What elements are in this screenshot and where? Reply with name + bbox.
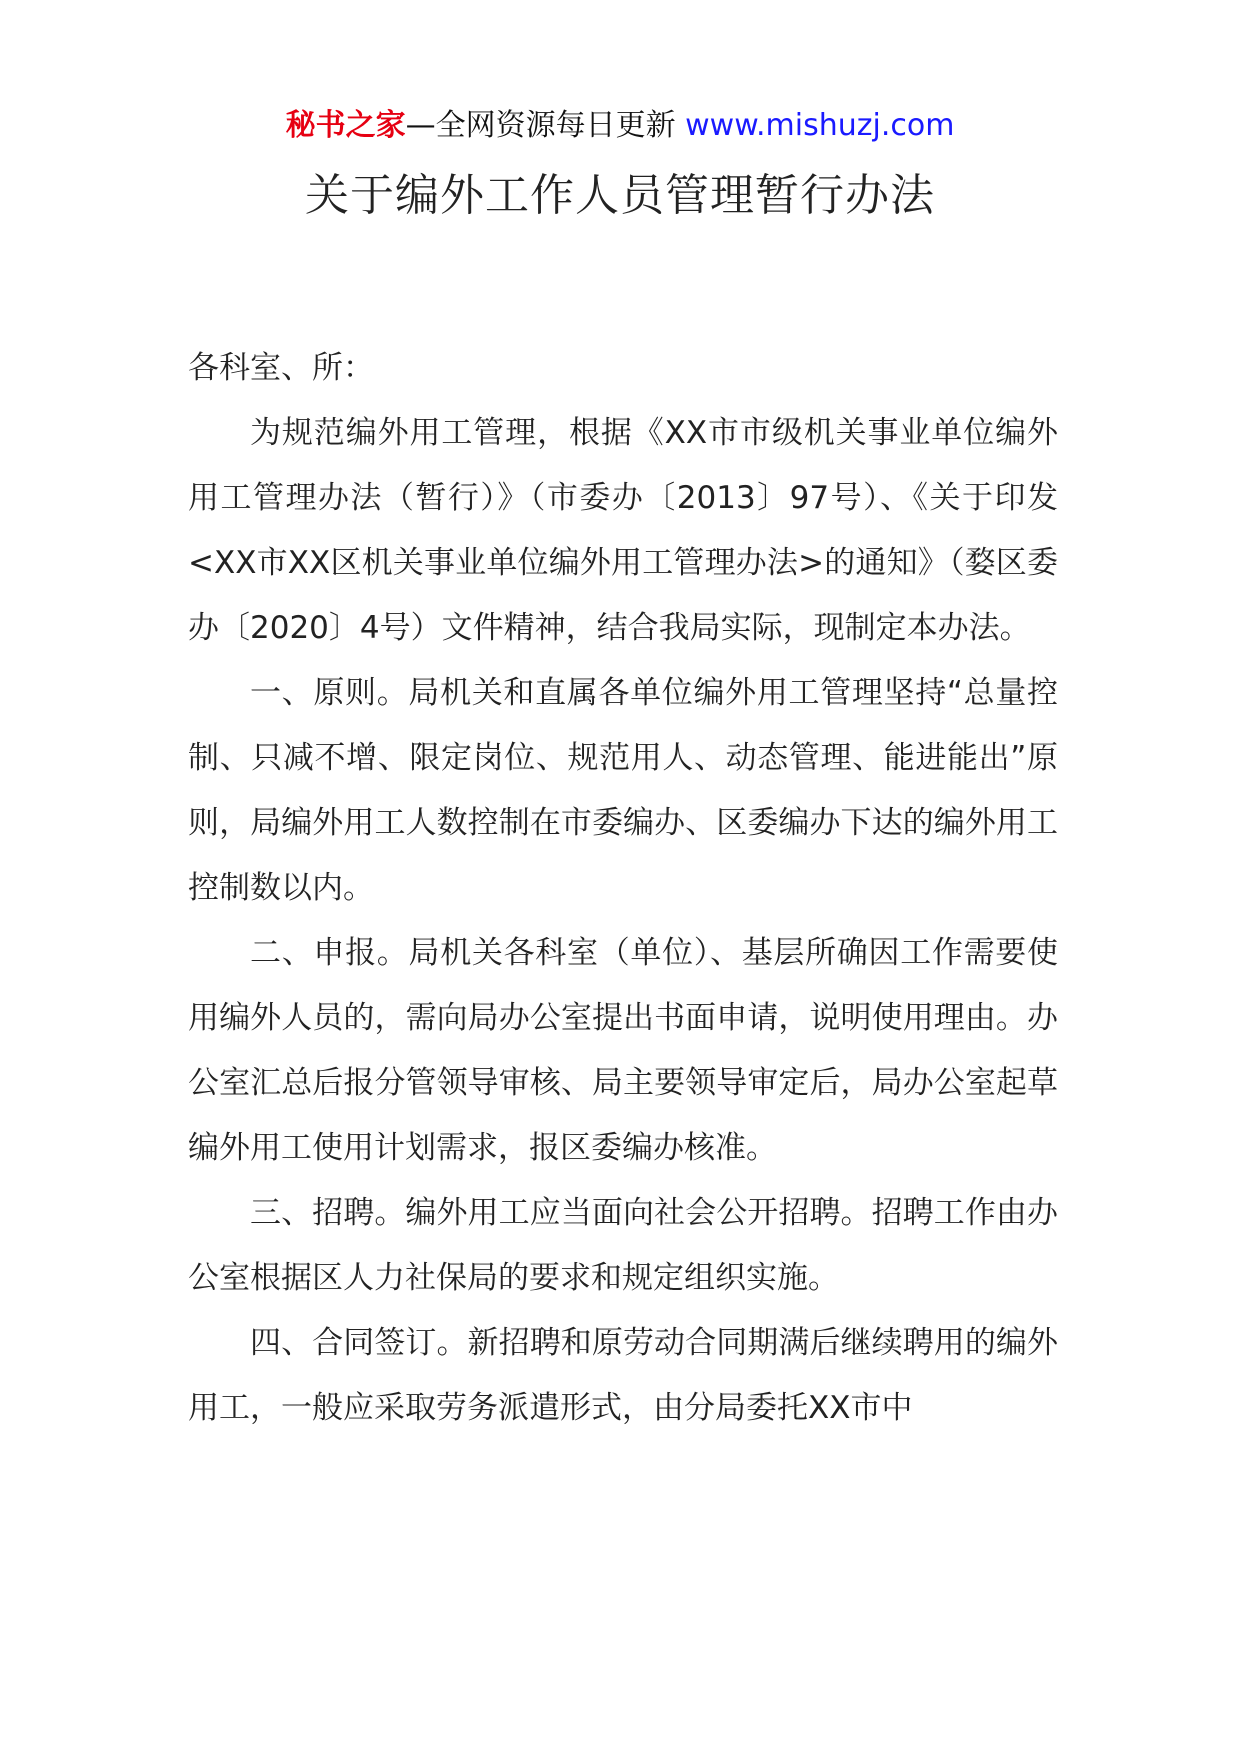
- salutation: 各科室、所：: [188, 350, 374, 386]
- site-header: [0, 104, 1240, 148]
- site-url-link[interactable]: www.mishuzj.com: [685, 108, 955, 143]
- paragraph-intro: 为规范编外用工管理，根据《XX市市级机关事业单位编外用工管理办法（暂行）》（市委办〔2013〕97号）、《关于印发<XX市XX区机关事业单位编外用工管理办法>的通知》（婺区委办〔2020〕4号）文件精神，结合我局实际，现制定本办法。: [188, 415, 1058, 646]
- document-body: [188, 336, 1058, 1441]
- paragraph-contract: 四、合同签订。新招聘和原劳动合同期满后继续聘用的编外用工，一般应采取劳务派遣形式，由分局委托XX市中: [188, 1325, 1058, 1426]
- site-brand: 秘书之家: [285, 108, 406, 143]
- site-slogan: —全网资源每日更新: [405, 108, 686, 143]
- document-title: 关于编外工作人员管理暂行办法: [305, 170, 935, 221]
- paragraph-principle: 一、原则。局机关和直属各单位编外用工管理坚持“总量控制、只减不增、限定岗位、规范用人、动态管理、能进能出”原则，局编外用工人数控制在市委编办、区委编办下达的编外用工控制数以内。: [188, 675, 1058, 906]
- paragraph-recruitment: 三、招聘。编外用工应当面向社会公开招聘。招聘工作由办公室根据区人力社保局的要求和规定组织实施。: [188, 1195, 1058, 1296]
- paragraph-application: 二、申报。局机关各科室（单位）、基层所确因工作需要使用编外人员的，需向局办公室提出书面申请，说明使用理由。办公室汇总后报分管领导审核、局主要领导审定后，局办公室起草编外用工使用计划需求，报区委编办核准。: [188, 935, 1058, 1166]
